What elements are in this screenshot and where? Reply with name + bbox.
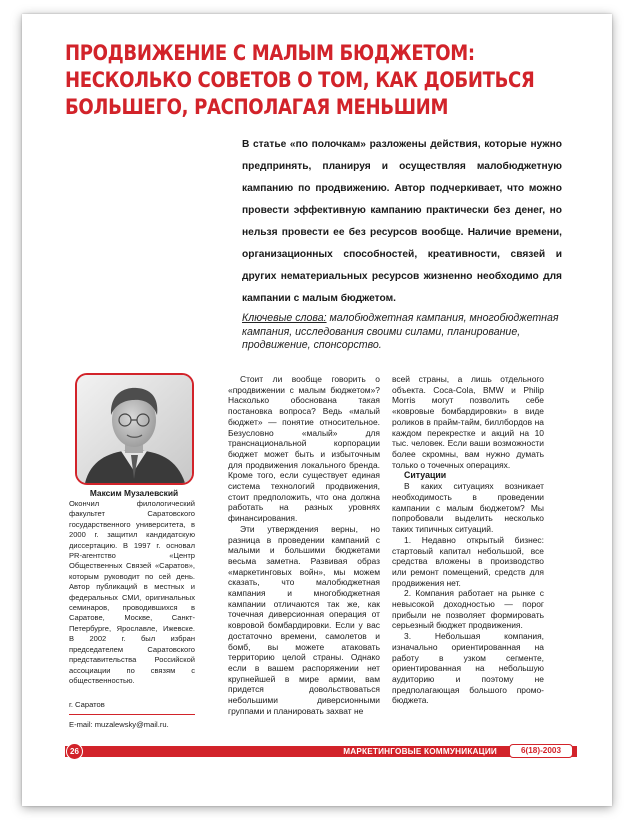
keywords-label: Ключевые слова: xyxy=(242,312,327,324)
author-name: Максим Музалевский xyxy=(89,488,179,498)
body-paragraph: 1. Недавно открытый бизнес: стартовый капитал небольшой, все средства вложены в производство или ремонт помещений, средств для продвижения нет. xyxy=(392,534,544,588)
magazine-page xyxy=(22,14,612,806)
body-paragraph: 2. Компания работает на рынке с невысокой доходностью — порог прибыли не позволяет формировать серьезный бюджет продвижения. xyxy=(392,588,544,631)
keywords-text: малобюджетная кампания, многобюджетная кампания, исследования своими силами, планирование, продвижение, спонсорство. xyxy=(242,312,559,351)
section-heading: Ситуации xyxy=(404,470,447,481)
footer-section-title: МАРКЕТИНГОВЫЕ КОММУНИКАЦИИ xyxy=(343,747,497,756)
body-paragraph: Стоит ли вообще говорить о «продвижении с малым бюджетом»? Насколько обоснована такая постановка вопроса? Ведь «малый бюджет» — понятие относительное. Безусловно «малый» для транснациональной корпорации бюджет может быть и избыточным для продвижения локального бренда. Кроме того, если существует единая система технологий продвижения, стоит предположить, что она должна работать на разных уровнях финансирования. xyxy=(228,374,380,524)
footer-issue-badge: 6(18)-2003 xyxy=(509,744,573,758)
body-paragraph-continued: всей страны, а лишь отдельного объекта. Coca-Cola, BMW и Philip Morris могут позволить себе «ковровые бомбардировки» в виде роликов в прайм-тайм, биллбордов на каждом перекрестке и акций на 10 тыс. человек. Если ваши возможности более скромны, вам нужно думать только о точечных операциях. xyxy=(392,374,544,470)
article-title xyxy=(65,40,535,121)
title-line-1: ПРОДВИЖЕНИЕ С МАЛЫМ БЮДЖЕТОМ: xyxy=(65,41,475,65)
author-divider xyxy=(69,714,195,715)
title-line-3: БОЛЬШЕГО, РАСПОЛАГАЯ МЕНЬШИМ xyxy=(65,95,449,119)
body-paragraph: 3. Небольшая компания, изначально ориентированная на работу в узком сегменте, ориентированная на небольшую аудиторию и поэтому не предполагающая большого промо-бюджета. xyxy=(392,631,544,706)
body-paragraph: В каких ситуациях возникает необходимость в проведении кампании с малым бюджетом? Мы попробовали выделить несколько таких типичных ситуаций. xyxy=(392,481,544,535)
footer-bar xyxy=(65,746,577,757)
article-keywords xyxy=(242,312,560,353)
author-bio: Окончил филологический факультет Саратовского государственного университета, в 2000 г. защитил кандидатскую диссертацию. В 1997 г. основал PR-агентство «Центр Общественных Связей «Саратов», которым руководит по сей день. Автор публикаций в местных и федеральных СМИ, оригинальных семинаров, проводившихся в Саратове, Москве, Санкт-Петербурге, Ярославле, Ижевске. В 2002 г. был избран председателем Саратовского представительства Российской ассоциации по связям с общественностью. xyxy=(69,499,195,685)
title-line-2: НЕСКОЛЬКО СОВЕТОВ О ТОМ, КАК ДОБИТЬСЯ xyxy=(65,68,535,92)
author-photo xyxy=(75,373,194,485)
body-column-2 xyxy=(392,374,544,706)
page-number: 26 xyxy=(66,743,83,760)
body-column-1 xyxy=(228,374,380,717)
author-portrait-image xyxy=(77,375,192,483)
author-email[interactable]: E-mail: muzalewsky@mail.ru. xyxy=(69,720,169,729)
author-city: г. Саратов xyxy=(69,700,105,709)
article-lead: В статье «по полочкам» разложены действия, которые нужно предпринять, планируя и осуществляя малобюджетную кампанию по продвижению. Автор подчеркивает, что можно провести эффективную кампанию практически без денег, но нельзя провести ее без ресурсов вообще. Наличие времени, организационных способностей, креативности, связей и других нематериальных ресурсов жизненно необходимо для кампании с малым бюджетом. xyxy=(242,139,562,304)
body-paragraph: Эти утверждения верны, но разница в проведении кампаний с малыми и большими бюджетами весьма заметна. Развивая образ «маркетинговых войн», мы можем сказать, что малобюджетная кампания и многобюджетная кампании отличаются так же, как точечная диверсионная операция от ковровой бомбардировки. Если у вас достаточно времени, самолетов и бомб, вы можете атаковать территорию целой страны. Однако если в вашем распоряжении нет крупнейшей в мире армии, вам придется довольствоваться небольшими диверсионными группами и планировать захват не xyxy=(228,523,380,716)
